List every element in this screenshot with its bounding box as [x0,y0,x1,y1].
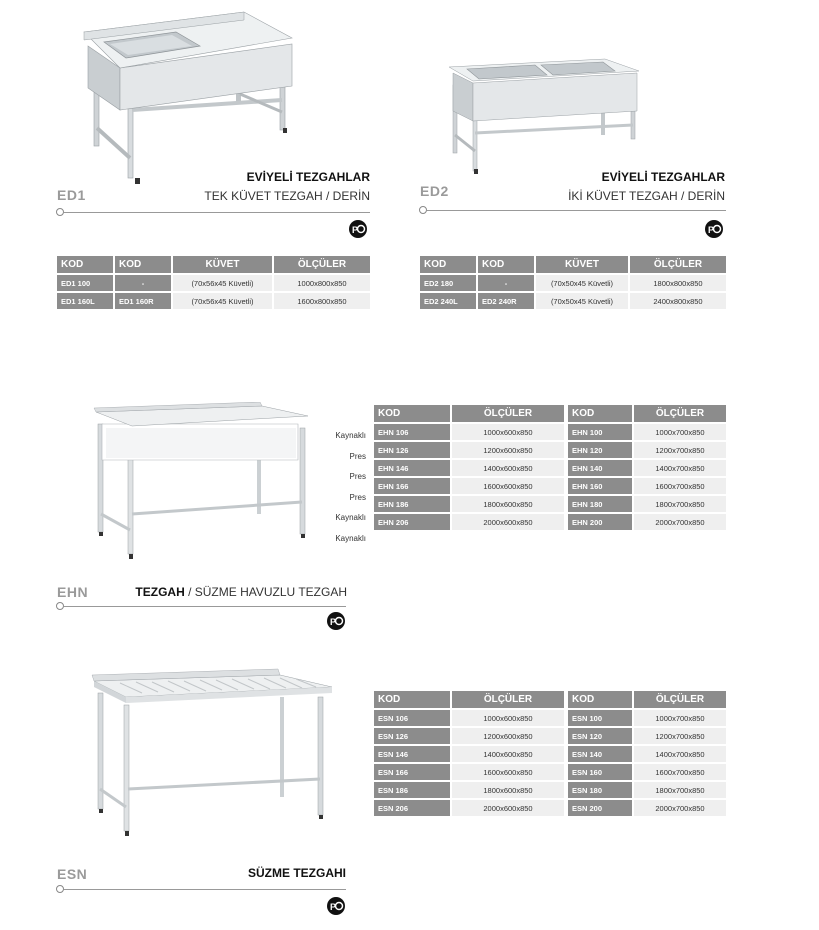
table-cell: ESN 200 [568,800,632,816]
table-row [374,442,564,458]
table-cell: ESN 186 [374,782,450,798]
ed1-product-image [80,8,298,186]
pc-certification-icon [326,611,346,631]
table-header-row [57,256,370,273]
table-header-row [374,405,564,422]
column-header: ÖLÇÜLER [452,405,564,422]
table-cell: (70x50x45 Küvetli) [536,275,628,291]
ed1-product-code: ED1 [57,187,86,203]
table-cell: EHN 186 [374,496,450,512]
table-cell: ESN 100 [568,710,632,726]
table-cell: ESN 146 [374,746,450,762]
table-cell: (70x56x45 Küvetli) [173,293,272,309]
column-header: KOD [568,691,632,708]
table-row [568,478,726,494]
svg-text:P: P [330,902,337,912]
ed2-product-code: ED2 [420,183,449,199]
table-row [57,275,370,291]
column-header: KÜVET [173,256,272,273]
table-cell: ESN 106 [374,710,450,726]
table-cell: 1800x600x850 [452,496,564,512]
table-header-row [374,691,564,708]
table-row [57,293,370,309]
table-cell: ESN 160 [568,764,632,780]
table-cell: - [115,275,171,291]
column-header: KOD [374,405,450,422]
table-row [374,496,564,512]
table-row [568,424,726,440]
table-row [568,800,726,816]
table-cell: ED1 160R [115,293,171,309]
table-cell: 1200x700x850 [634,442,726,458]
column-header: ÖLÇÜLER [634,691,726,708]
table-cell: - [478,275,534,291]
table-row [374,764,564,780]
table-header-row [568,691,726,708]
ed1-rule-dot [56,208,64,216]
table-header-row [568,405,726,422]
table-cell: 1600x800x850 [274,293,370,309]
table-cell: 1000x600x850 [452,710,564,726]
table-cell: ESN 206 [374,800,450,816]
table-cell: ED2 240R [478,293,534,309]
table-cell: EHN 166 [374,478,450,494]
table-cell: EHN 200 [568,514,632,530]
esn-spec-table-700 [566,689,728,818]
table-row [374,514,564,530]
ehn-title-bold: TEZGAH [135,585,185,599]
ed2-spec-table [418,254,728,311]
ed2-title: EVİYELİ TEZGAHLAR [601,170,725,184]
ed2-subtitle: İKİ KÜVET TEZGAH / DERİN [568,189,725,203]
column-header: KOD [420,256,476,273]
ehn-side-labels [330,426,366,549]
table-cell: 1400x600x850 [452,460,564,476]
table-row [374,746,564,762]
column-header: ÖLÇÜLER [634,405,726,422]
esn-title: SÜZME TEZGAHI [248,866,346,880]
ehn-product-code: EHN [57,584,89,600]
ed1-title: EVİYELİ TEZGAHLAR [246,170,370,184]
column-header: KOD [115,256,171,273]
table-cell: 1800x700x850 [634,782,726,798]
table-cell: EHN 146 [374,460,450,476]
ed2-divider [427,210,726,211]
pc-certification-icon [348,219,368,239]
table-cell: 2000x600x850 [452,800,564,816]
ehn-rule-dot [56,602,64,610]
pc-certification-icon [326,896,346,916]
ehn-spec-table-700 [566,403,728,532]
table-cell: 1600x700x850 [634,478,726,494]
table-row [374,424,564,440]
table-row [374,782,564,798]
table-cell: 2400x800x850 [630,293,726,309]
esn-spec-table-600 [372,689,566,818]
table-cell: 1600x600x850 [452,764,564,780]
table-row [568,514,726,530]
ehn-product-image [92,402,314,560]
table-cell: 1000x700x850 [634,424,726,440]
table-cell: 1400x700x850 [634,460,726,476]
table-cell: 1000x600x850 [452,424,564,440]
table-cell: EHN 126 [374,442,450,458]
table-cell: ESN 180 [568,782,632,798]
table-cell: 1800x800x850 [630,275,726,291]
esn-rule-dot [56,885,64,893]
table-row [568,728,726,744]
table-row [568,496,726,512]
table-cell: 1200x700x850 [634,728,726,744]
table-row [568,782,726,798]
table-cell: 1400x600x850 [452,746,564,762]
side-label: Pres [349,451,366,461]
side-label: Pres [349,472,366,481]
ehn-divider [64,606,346,607]
table-header-row [420,256,726,273]
table-cell: (70x56x45 Küvetli) [173,275,272,291]
table-cell: 1200x600x850 [452,728,564,744]
table-row [374,460,564,476]
table-cell: ESN 120 [568,728,632,744]
ed2-product-image [445,55,643,175]
table-row [374,800,564,816]
table-row [568,442,726,458]
ed1-divider [64,212,370,213]
table-cell: EHN 160 [568,478,632,494]
side-label: Kaynaklı [335,533,366,543]
esn-product-code: ESN [57,866,88,882]
table-row [568,710,726,726]
table-cell: 1800x600x850 [452,782,564,798]
esn-product-image [90,667,336,839]
table-cell: (70x50x45 Küvetli) [536,293,628,309]
table-cell: 1000x700x850 [634,710,726,726]
table-row [568,746,726,762]
column-header: ÖLÇÜLER [274,256,370,273]
ed1-spec-table [55,254,372,311]
svg-text:P: P [708,225,715,235]
table-cell: EHN 140 [568,460,632,476]
table-row [374,728,564,744]
pc-certification-icon [704,219,724,239]
column-header: KOD [374,691,450,708]
ed1-subtitle: TEK KÜVET TEZGAH / DERİN [204,189,370,203]
table-row [420,275,726,291]
table-cell: 2000x700x850 [634,514,726,530]
table-row [374,710,564,726]
side-label: Kaynaklı [335,431,366,440]
table-cell: EHN 100 [568,424,632,440]
table-row [374,478,564,494]
column-header: ÖLÇÜLER [630,256,726,273]
column-header: ÖLÇÜLER [452,691,564,708]
side-label: Kaynaklı [335,513,366,522]
table-cell: 1800x700x850 [634,496,726,512]
table-cell: 2000x600x850 [452,514,564,530]
table-cell: ED1 100 [57,275,113,291]
ehn-spec-table-600 [372,403,566,532]
table-cell: EHN 206 [374,514,450,530]
table-cell: 1000x800x850 [274,275,370,291]
table-cell: 1200x600x850 [452,442,564,458]
column-header: KOD [57,256,113,273]
table-cell: 1400x700x850 [634,746,726,762]
table-cell: ED2 180 [420,275,476,291]
svg-text:P: P [352,225,359,235]
table-cell: EHN 120 [568,442,632,458]
ed2-rule-dot [419,206,427,214]
table-cell: ESN 140 [568,746,632,762]
table-row [568,764,726,780]
side-label: Pres [349,492,366,502]
table-row [568,460,726,476]
table-cell: 1600x700x850 [634,764,726,780]
esn-divider [64,889,346,890]
column-header: KOD [478,256,534,273]
column-header: KOD [568,405,632,422]
column-header: KÜVET [536,256,628,273]
table-cell: ED1 160L [57,293,113,309]
ehn-title [135,583,347,601]
ehn-subtitle: / SÜZME HAVUZLU TEZGAH [184,585,347,599]
table-cell: 1600x600x850 [452,478,564,494]
table-cell: ESN 126 [374,728,450,744]
table-cell: EHN 180 [568,496,632,512]
table-cell: ESN 166 [374,764,450,780]
svg-text:P: P [330,617,337,627]
table-cell: 2000x700x850 [634,800,726,816]
table-cell: EHN 106 [374,424,450,440]
table-cell: ED2 240L [420,293,476,309]
table-row [420,293,726,309]
